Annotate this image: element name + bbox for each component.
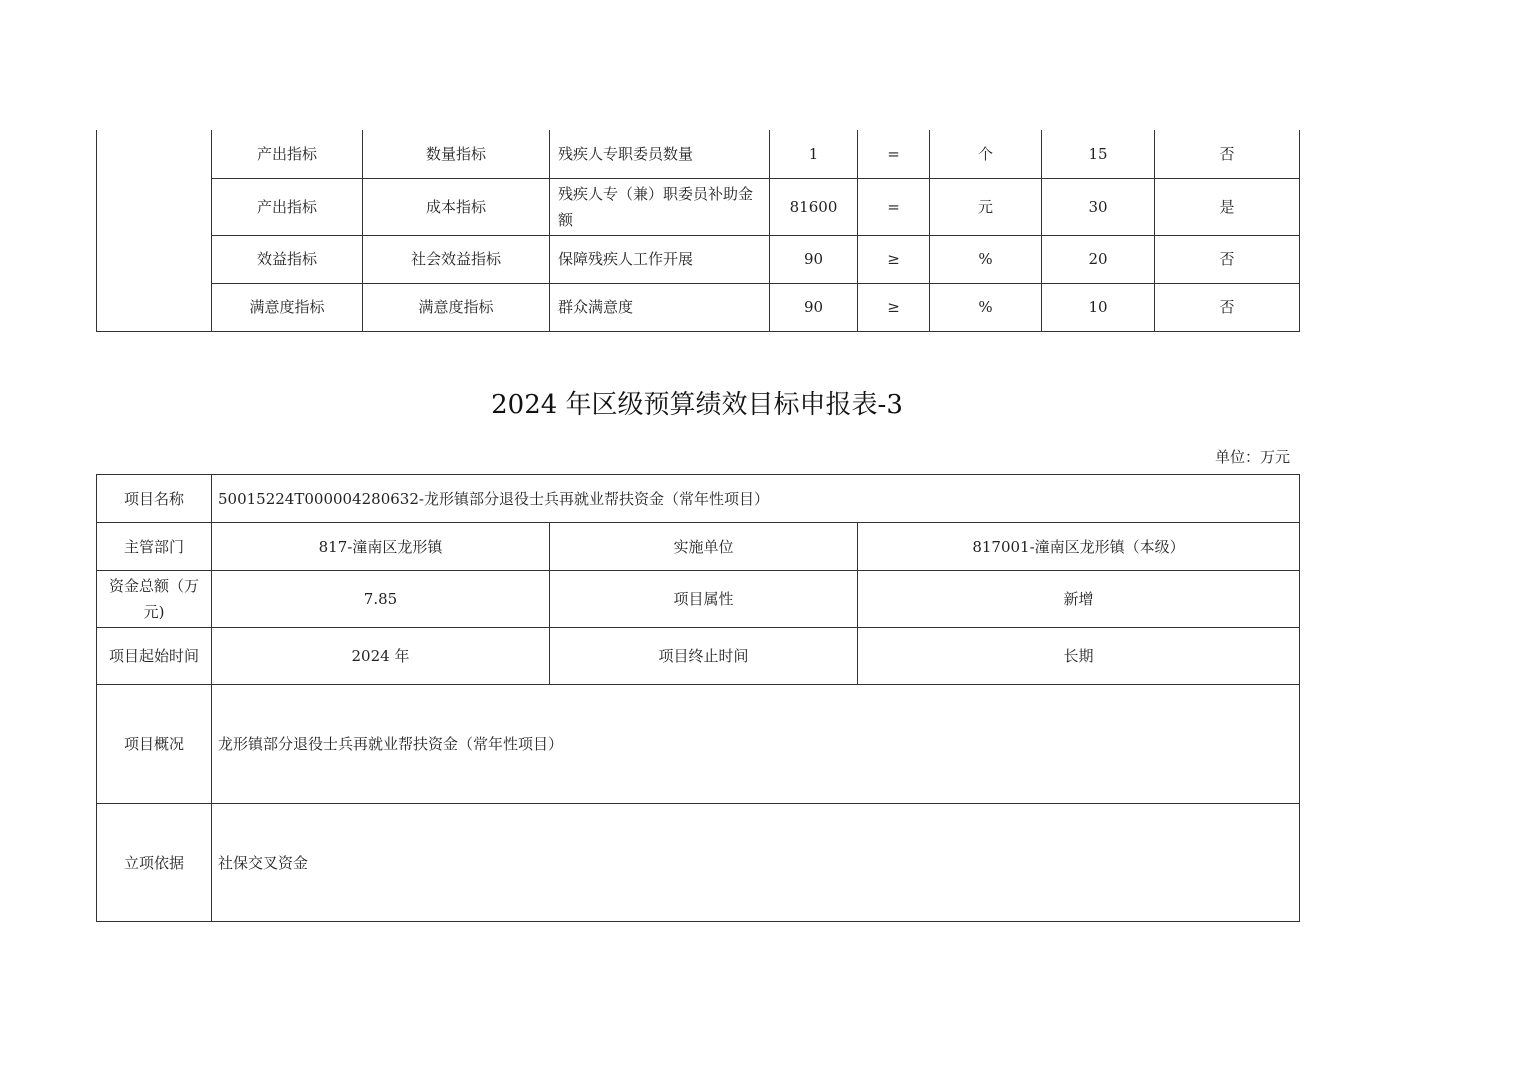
impl-value: 817001-潼南区龙形镇（本级） [858, 523, 1300, 571]
indicator-name-cell: 残疾人专（兼）职委员补助金额 [550, 178, 770, 235]
project-name-label: 项目名称 [97, 475, 212, 523]
weight-cell: 30 [1042, 178, 1155, 235]
indicator-table [96, 130, 1300, 332]
page-title: 2024 年区级预算绩效目标申报表-3 [491, 390, 903, 420]
project-info-table [96, 474, 1300, 922]
merged-blank-cell [97, 130, 212, 331]
table-row [97, 178, 1300, 235]
level2-cell: 成本指标 [363, 178, 550, 235]
weight-cell: 20 [1042, 235, 1155, 283]
level2-cell: 社会效益指标 [363, 235, 550, 283]
fund-value: 7.85 [212, 571, 550, 628]
end-label: 项目终止时间 [550, 628, 858, 685]
fund-label: 资金总额（万元) [97, 571, 212, 628]
operator-cell: = [858, 178, 930, 235]
basis-value: 社保交叉资金 [212, 804, 1300, 922]
indicator-value-cell: 81600 [770, 178, 858, 235]
unit-label: 单位：万元 [1214, 448, 1290, 466]
level2-cell: 数量指标 [363, 130, 550, 178]
dept-label: 主管部门 [97, 523, 212, 571]
level2-cell: 满意度指标 [363, 283, 550, 331]
table-row [97, 235, 1300, 283]
table-row [97, 685, 1300, 804]
indicator-value-cell: 1 [770, 130, 858, 178]
end-value: 长期 [858, 628, 1300, 685]
project-name-value: 50015224T000004280632-龙形镇部分退役士兵再就业帮扶资金（常年性项目） [212, 475, 1300, 523]
attr-label: 项目属性 [550, 571, 858, 628]
overview-value: 龙形镇部分退役士兵再就业帮扶资金（常年性项目） [212, 685, 1300, 804]
table-row [97, 283, 1300, 331]
table-row [97, 628, 1300, 685]
unit-cell: 个 [930, 130, 1042, 178]
operator-cell: ≥ [858, 283, 930, 331]
indicator-value-cell: 90 [770, 235, 858, 283]
level1-cell: 满意度指标 [212, 283, 363, 331]
start-label: 项目起始时间 [97, 628, 212, 685]
table-row [97, 804, 1300, 922]
indicator-name-cell: 残疾人专职委员数量 [550, 130, 770, 178]
core-cell: 否 [1155, 283, 1300, 331]
level1-cell: 产出指标 [212, 178, 363, 235]
table-row [97, 571, 1300, 628]
table-row [97, 475, 1300, 523]
overview-label: 项目概况 [97, 685, 212, 804]
table-row [97, 130, 1300, 178]
unit-cell: % [930, 235, 1042, 283]
level1-cell: 效益指标 [212, 235, 363, 283]
table-row [97, 523, 1300, 571]
operator-cell: = [858, 130, 930, 178]
basis-label: 立项依据 [97, 804, 212, 922]
dept-value: 817-潼南区龙形镇 [212, 523, 550, 571]
level1-cell: 产出指标 [212, 130, 363, 178]
start-value: 2024 年 [212, 628, 550, 685]
impl-label: 实施单位 [550, 523, 858, 571]
core-cell: 否 [1155, 235, 1300, 283]
core-cell: 否 [1155, 130, 1300, 178]
indicator-name-cell: 保障残疾人工作开展 [550, 235, 770, 283]
unit-cell: 元 [930, 178, 1042, 235]
weight-cell: 15 [1042, 130, 1155, 178]
core-cell: 是 [1155, 178, 1300, 235]
unit-cell: % [930, 283, 1042, 331]
attr-value: 新增 [858, 571, 1300, 628]
weight-cell: 10 [1042, 283, 1155, 331]
indicator-value-cell: 90 [770, 283, 858, 331]
operator-cell: ≥ [858, 235, 930, 283]
indicator-name-cell: 群众满意度 [550, 283, 770, 331]
